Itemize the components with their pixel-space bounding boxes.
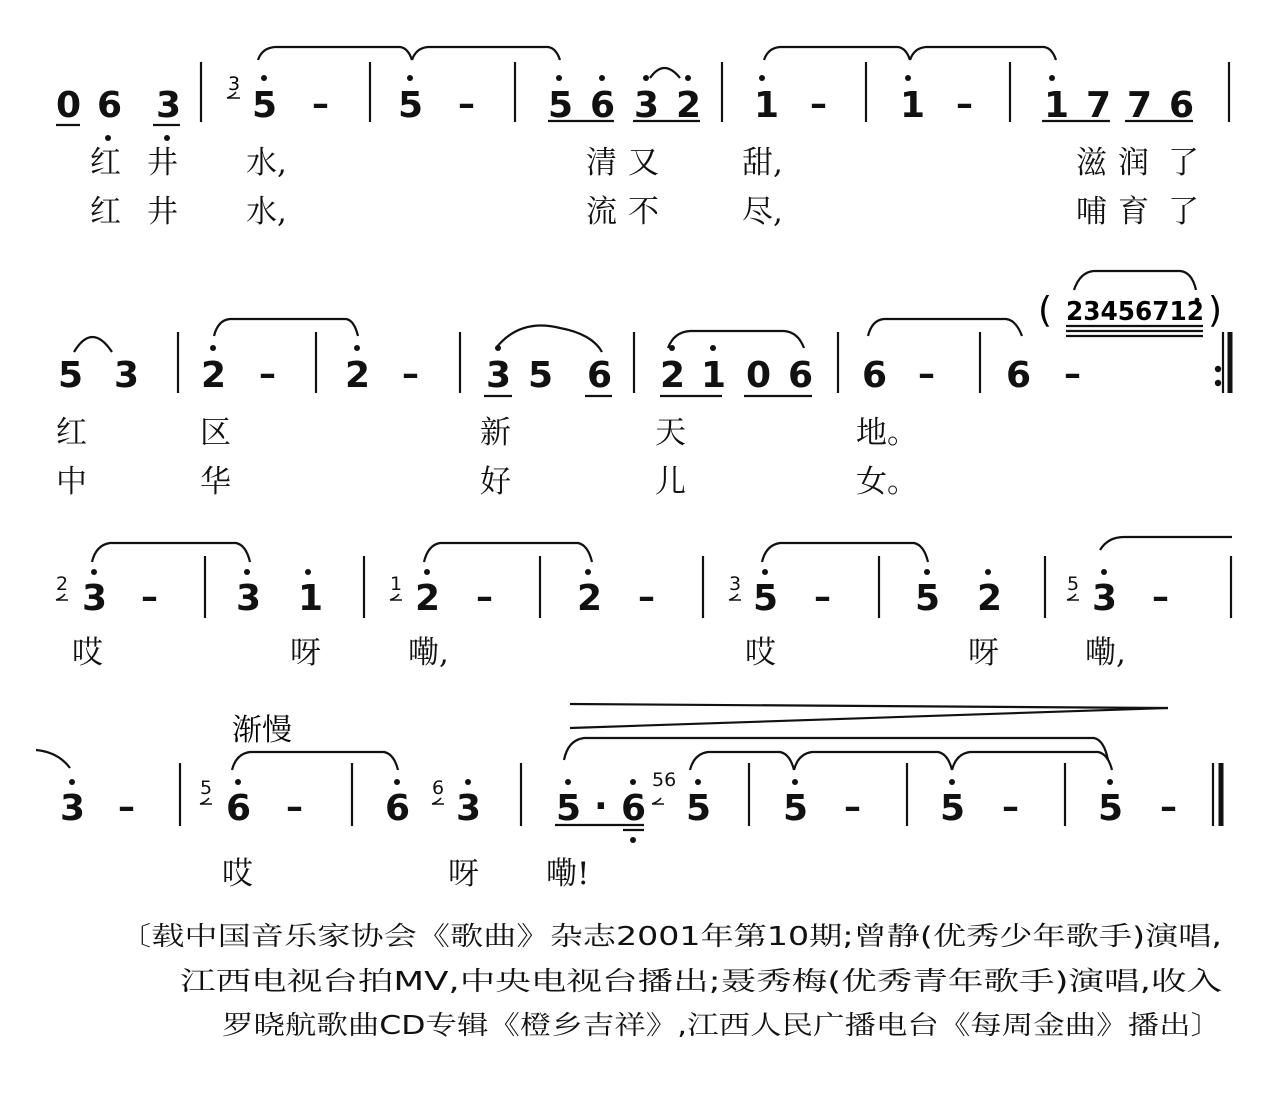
tie-curve (214, 319, 358, 336)
row1-notes (56, 84, 1194, 126)
octave-dot (949, 779, 955, 785)
credits-line-3: 罗晓航歌曲CD专辑《橙乡吉祥》,江西人民广播电台《每周金曲》播出〕 (222, 1011, 1222, 1041)
note: 5 (783, 788, 809, 829)
lyric: 哎 (72, 635, 103, 671)
intro-phrase: 23456712 (1066, 297, 1204, 327)
octave-dot (407, 75, 413, 81)
octave-dot (585, 569, 591, 575)
note: 6 (590, 85, 616, 126)
note: 3 (486, 355, 512, 396)
lyric: 了 (1168, 145, 1199, 181)
tie-curve (36, 750, 70, 768)
slur-curve (564, 738, 1108, 760)
slur-curve (668, 331, 804, 348)
dash: – (814, 577, 831, 617)
octave-dot (565, 779, 571, 785)
grace-note: 5 (1067, 573, 1080, 595)
lyric: 红 (56, 415, 87, 451)
lyric: 甜, (742, 145, 783, 181)
octave-dot (762, 569, 768, 575)
octave-dot (235, 779, 241, 785)
octave-dot (985, 569, 991, 575)
hairpin-line (570, 704, 1168, 708)
octave-dot (105, 135, 111, 141)
octave-dot (695, 779, 701, 785)
note: 5 (940, 788, 966, 829)
note: 7 (1127, 85, 1153, 126)
octave-dot (261, 75, 267, 81)
note: 7 (1086, 85, 1112, 126)
note: 5 (548, 85, 574, 126)
tie-curve (762, 543, 928, 562)
note: 6 (587, 355, 613, 396)
lyric: 不 (628, 194, 659, 230)
dash: – (1160, 787, 1177, 827)
octave-dot (424, 569, 430, 575)
row4-lyrics (222, 856, 589, 892)
lyric: 呀 (290, 635, 321, 671)
octave-dot (305, 569, 311, 575)
tie-curve (794, 752, 952, 770)
tie-curve (258, 47, 412, 60)
tie-curve (424, 543, 592, 562)
note: 6 (862, 355, 888, 396)
note: 6 (1006, 355, 1032, 396)
note: 5 (1098, 788, 1124, 829)
grace-note: 1 (390, 573, 403, 595)
slur-curve (1074, 271, 1196, 290)
note: 5 (686, 788, 712, 829)
dash: – (476, 577, 493, 617)
lyric: 清 (586, 145, 617, 181)
dash: – (1152, 577, 1169, 617)
octave-dot (630, 837, 636, 843)
octave-dot (599, 75, 605, 81)
note: 3 (236, 578, 262, 619)
grace-arrow (652, 798, 664, 804)
octave-dot (630, 779, 636, 785)
tie-curve (412, 47, 560, 60)
lyric: 红 (90, 145, 121, 181)
octave-dot (710, 345, 716, 351)
dash: – (956, 84, 973, 124)
note: 3 (634, 85, 660, 126)
lyric: 儿 (655, 464, 686, 500)
credits (118, 922, 1222, 1041)
row2-notes (58, 354, 1081, 396)
octave-dot (792, 779, 798, 785)
tempo-marking: 渐慢 (232, 713, 292, 748)
lyric: 呀 (448, 856, 479, 892)
grace-note: 6 (432, 777, 445, 799)
note: 3 (456, 788, 482, 829)
note: 6 (788, 355, 814, 396)
credits-line-2: 江西电视台拍MV,中央电视台播出;聂秀梅(优秀青年歌手)演唱,收入 (180, 967, 1222, 997)
note: 5 (252, 85, 278, 126)
grace-note: 3 (729, 573, 742, 595)
lyric: 天 (655, 415, 686, 451)
tie-curve (1100, 537, 1232, 550)
tie-curve (232, 752, 398, 770)
lyric: 井 (147, 194, 178, 230)
lyric: 井 (147, 145, 178, 181)
repeat-dot (1215, 366, 1221, 372)
note: 3 (82, 578, 108, 619)
lyric: 好 (480, 464, 511, 500)
dash: – (918, 354, 935, 394)
row2-lyrics (56, 415, 918, 500)
note: 2 (660, 355, 686, 396)
dash: – (312, 84, 329, 124)
grace-note: 56 (652, 769, 677, 791)
octave-dot (924, 569, 930, 575)
octave-dot (210, 345, 216, 351)
repeat-dot (1215, 380, 1221, 386)
note: 5 (528, 355, 554, 396)
note: 5 (58, 355, 84, 396)
octave-dot (669, 345, 675, 351)
note: 5 (915, 578, 941, 619)
note: 1 (298, 578, 324, 619)
lyric: 水, (246, 145, 287, 181)
grace-note: 2 (56, 573, 69, 595)
intro-paren-close: ) (1208, 290, 1223, 331)
lyric: 华 (200, 464, 231, 500)
octave-dot (905, 75, 911, 81)
slur-curve (650, 68, 680, 78)
tie-curve (92, 543, 250, 562)
note: 1 (1044, 85, 1070, 126)
lyric: 了 (1168, 194, 1199, 230)
lyric: 滋 (1076, 145, 1107, 181)
note: 5 (398, 85, 424, 126)
intro-paren-open: ( (1038, 290, 1053, 331)
note: 1 (754, 85, 780, 126)
dash: – (286, 787, 303, 827)
note: 6 (97, 85, 123, 126)
note: 3 (1092, 578, 1118, 619)
octave-dot (354, 345, 360, 351)
lyric: 嘞, (1085, 635, 1126, 671)
note: 2 (577, 578, 603, 619)
octave-dot (1049, 75, 1055, 81)
octave-dot (244, 569, 250, 575)
dash: – (402, 354, 419, 394)
octave-dot (465, 779, 471, 785)
octave-dot (1101, 569, 1107, 575)
grace-note: 5 (200, 777, 213, 799)
note: 3 (156, 85, 182, 126)
row3-lyrics (72, 635, 1126, 671)
dash: – (638, 577, 655, 617)
lyric: 新 (480, 415, 511, 451)
note: 6 (1169, 85, 1195, 126)
row4-notes (60, 786, 1177, 829)
lyric: 地。 (856, 415, 918, 451)
dash: – (1002, 787, 1019, 827)
octave-dot (1107, 779, 1113, 785)
grace-note: 3 (228, 73, 241, 95)
note: 6 (385, 788, 411, 829)
dash: – (259, 354, 276, 394)
note: 1 (900, 85, 926, 126)
lyric: 哎 (222, 856, 253, 892)
note: 3 (114, 355, 140, 396)
lyric: 流 (586, 194, 617, 230)
dash: – (844, 787, 861, 827)
tie-curve (868, 319, 1022, 336)
tie-curve (910, 47, 1056, 60)
hairpin-line (570, 708, 1168, 728)
dash: – (810, 84, 827, 124)
octave-dot (394, 779, 400, 785)
octave-dot (164, 135, 170, 141)
lyric: 哎 (745, 635, 776, 671)
slur-curve (496, 326, 602, 353)
note: 2 (201, 355, 227, 396)
note: 5 (556, 788, 582, 829)
octave-dot (495, 345, 501, 351)
octave-dot (759, 75, 765, 81)
tie-curve (690, 752, 794, 770)
note: 5 (753, 578, 779, 619)
note: 6 (226, 788, 252, 829)
lyric: 红 (90, 194, 121, 230)
octave-dot (556, 75, 562, 81)
note: 6 (621, 788, 647, 829)
lyric: 嘞! (546, 856, 590, 892)
row1-lyrics (90, 145, 1199, 230)
dash: – (118, 787, 135, 827)
lyric: 中 (56, 464, 87, 500)
lyric: 润 (1118, 145, 1149, 181)
octave-dot (643, 75, 649, 81)
lyric: 嘞, (408, 635, 449, 671)
note: 0 (746, 355, 772, 396)
note: 2 (345, 355, 371, 396)
lyric: 区 (200, 415, 231, 451)
slur-curve (74, 337, 112, 352)
dash: – (458, 84, 475, 124)
credits-line-1: 〔载中国音乐家协会《歌曲》杂志2001年第10期;曾静(优秀少年歌手)演唱, (118, 922, 1222, 952)
lyric: 哺 (1076, 194, 1107, 230)
tie-curve (764, 47, 910, 60)
note: 2 (977, 578, 1003, 619)
note: 2 (415, 578, 441, 619)
lyric: 又 (628, 145, 659, 181)
dash: – (1064, 354, 1081, 394)
octave-dot (685, 75, 691, 81)
octave-dot (91, 569, 97, 575)
lyric: 水, (246, 194, 287, 230)
note: 3 (60, 788, 86, 829)
row3-notes (82, 577, 1169, 619)
dot: · (594, 786, 608, 827)
lyric: 呀 (968, 635, 999, 671)
note: 1 (701, 355, 727, 396)
dash: – (141, 577, 158, 617)
note: 0 (56, 85, 82, 126)
lyric: 尽, (742, 194, 783, 230)
tie-curve (952, 752, 1112, 770)
lyric: 育 (1118, 194, 1149, 230)
note: 2 (676, 85, 702, 126)
octave-dot (69, 779, 75, 785)
lyric: 女。 (856, 464, 918, 500)
